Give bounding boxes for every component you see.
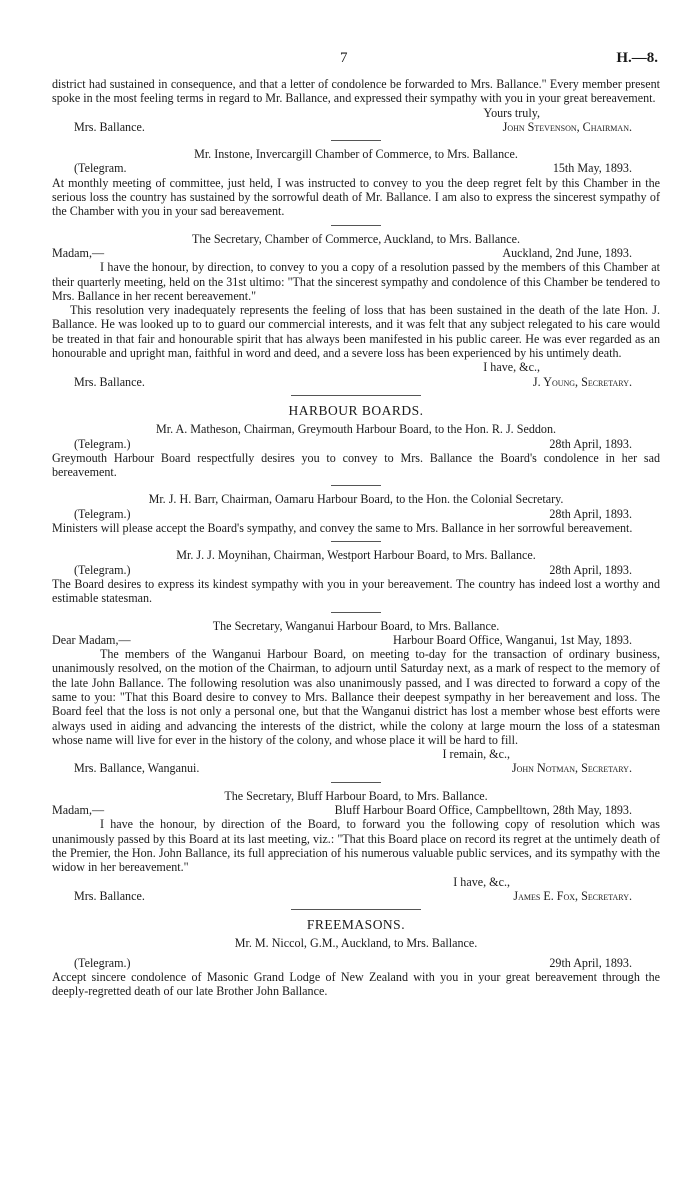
- salutation-row: [52, 803, 660, 817]
- letter-paragraph: Greymouth Harbour Board respectfully desires you to convey to Mrs. Ballance the Board's condolence in her sad bereavement.: [52, 450, 660, 480]
- letter-type: (Telegram.): [74, 436, 131, 451]
- divider: [331, 485, 381, 486]
- closing: Yours truly,: [483, 105, 540, 120]
- place-date: Harbour Board Office, Wanganui, 1st May, 1893.: [393, 632, 632, 647]
- letter-heading: The Secretary, Wanganui Harbour Board, to Mrs. Ballance.: [212, 618, 500, 633]
- section-title-harbour-boards: HARBOUR BOARDS.: [288, 402, 424, 418]
- divider: [291, 395, 421, 396]
- salutation-row: [52, 633, 660, 647]
- divider: [331, 225, 381, 226]
- letter-paragraph: Accept sincere condolence of Masonic Grand Lodge of New Zealand with you in your great bereavement through the deeply-regretted death of our late Brother John Ballance.: [52, 970, 660, 999]
- letter-paragraph: Ministers will please accept the Board's sympathy, and convey the same to Mrs. Ballance in her sorrowful bereavement.: [52, 521, 633, 536]
- document-reference: H.—8.: [616, 50, 658, 66]
- letter-heading: Mr. Instone, Invercargill Chamber of Commerce, to Mrs. Ballance.: [194, 147, 518, 162]
- letter-paragraph: I have the honour, by direction of the Board, to forward you the following copy of resolution which was unanimously passed by this Board at its last meeting, viz.: "That this Board place on record its regret at the untimely death of the Premier, the Hon. John Ballance, its full appreciation of his numerous valuable public services, and its sympathy with the widow in her bereavement.": [52, 817, 660, 875]
- closing: I have, &c.,: [483, 360, 540, 375]
- letter-type: (Telegram.): [74, 506, 131, 521]
- signature-row: [52, 120, 660, 134]
- telegram-row: [52, 507, 660, 521]
- letter-heading: Mr. A. Matheson, Chairman, Greymouth Harbour Board, to the Hon. R. J. Seddon.: [155, 422, 557, 437]
- letter-heading: The Secretary, Chamber of Commerce, Auckland, to Mrs. Ballance.: [192, 231, 520, 246]
- salutation-row: [52, 246, 660, 260]
- place-date: Auckland, 2nd June, 1893.: [502, 245, 632, 260]
- signature-row: [52, 761, 660, 775]
- salutation: Dear Madam,—: [52, 632, 131, 647]
- recipient: Mrs. Ballance, Wanganui.: [74, 761, 200, 776]
- letter-date: 15th May, 1893.: [552, 161, 632, 176]
- signature-row: [52, 889, 660, 903]
- letter-date: 28th April, 1893.: [549, 506, 632, 521]
- letter-heading: Mr. J. H. Barr, Chairman, Oamaru Harbour Board, to the Hon. the Colonial Secretary.: [148, 492, 564, 507]
- telegram-row: [52, 563, 660, 577]
- recipient: Mrs. Ballance.: [74, 374, 145, 389]
- letter-paragraph: The members of the Wanganui Harbour Board, on meeting to-day for the transaction of ordinary business, unanimously resolved, on the motion of the Chairman, to adjourn until Saturday next, as a mark of respect to the memory of the late John Ballance. The following resolution was also unanimously passed, and I was directed to forward a copy of the same to you: "That this Board desire to convey to Mrs. Ballance their deepest sympathy in her bereavement and loss. The Board feel that the loss is not only a personal one, but that the Wanganui district has lost a member whose best efforts were always used in aiding and advancing the interests of the district, while the colony at large mourn the loss of a statesman whose name will live for ever in the history of the colony, and whose place it will be hard to fill.: [52, 647, 660, 747]
- divider: [331, 782, 381, 783]
- place-date: Bluff Harbour Board Office, Campbelltown, 28th May, 1893.: [334, 803, 632, 818]
- signatory: John Notman, Secretary.: [511, 761, 632, 776]
- letter-heading: The Secretary, Bluff Harbour Board, to Mrs. Ballance.: [224, 788, 488, 803]
- letter-type: (Telegram.: [74, 161, 127, 176]
- letter-type: (Telegram.): [74, 562, 131, 577]
- letter-paragraph: At monthly meeting of committee, just held, I was instructed to convey to you the deep regret felt by this Chamber in the serious loss the country has sustained by the sorrowful death of Mr. Ballance. I am also to express the sincerest sympathy of the Chamber with you in your sad bereavement.: [52, 175, 660, 219]
- letter-date: 28th April, 1893.: [549, 562, 632, 577]
- signatory: J. Young, Secretary.: [532, 374, 632, 389]
- closing: I have, &c.,: [453, 874, 510, 889]
- letter-paragraph: The Board desires to express its kindest sympathy with you in your bereavement. The country has indeed lost a worthy and estimable statesman.: [52, 576, 660, 606]
- letter-heading: Mr. J. J. Moynihan, Chairman, Westport Harbour Board, to Mrs. Ballance.: [176, 548, 536, 563]
- page-content: [52, 77, 660, 999]
- telegram-row: [52, 437, 660, 451]
- section-title-freemasons: FREEMASONS.: [306, 917, 406, 933]
- signature-row: [52, 375, 660, 389]
- telegram-row: [52, 161, 660, 175]
- letter-paragraph: I have the honour, by direction, to convey to you a copy of a resolution passed by the members of this Chamber at their quarterly meeting, held on the 31st ultimo: "That the sincerest sympathy and condolence of this Chamber be tendered to Mrs. Ballance in her recent bereavement.": [52, 260, 660, 303]
- divider: [331, 140, 381, 141]
- letter-date: 28th April, 1893.: [549, 436, 632, 451]
- telegram-row: [52, 956, 660, 970]
- divider: [331, 612, 381, 613]
- letter-paragraph: This resolution very inadequately represents the feeling of loss that has been sustained in the death of the late Hon. J. Ballance. He was looked up to to guard our commercial interests, and it was felt that any subject relegated to his care would be treated in that fair and honourable spirit that has always been manifested in his public career. He was ever regarded as an honourable and upright man, faithful in word and deed, and a severe loss has been experienced by his untimely death.: [52, 303, 660, 361]
- recipient: Mrs. Ballance.: [74, 119, 145, 134]
- divider: [291, 909, 421, 910]
- continuation-paragraph: district had sustained in consequence, and that a letter of condolence be forwarded to Mrs. Ballance." Every member present spoke in the most feeling terms in regard to Mr. Ballance, and expressed their sympathy with you in your great bereavement.: [52, 77, 660, 106]
- divider: [331, 541, 381, 542]
- salutation: Madam,—: [52, 803, 105, 818]
- letter-heading: Mr. M. Niccol, G.M., Auckland, to Mrs. Ballance.: [234, 936, 478, 951]
- page-number: 7: [340, 50, 348, 66]
- letter-date: 29th April, 1893.: [549, 955, 632, 970]
- salutation: Madam,—: [52, 245, 105, 260]
- signatory: John Stevenson, Chairman.: [502, 119, 632, 134]
- signatory: James E. Fox, Secretary.: [513, 888, 632, 903]
- closing: I remain, &c.,: [442, 747, 510, 762]
- letter-type: (Telegram.): [74, 955, 131, 970]
- recipient: Mrs. Ballance.: [74, 888, 145, 903]
